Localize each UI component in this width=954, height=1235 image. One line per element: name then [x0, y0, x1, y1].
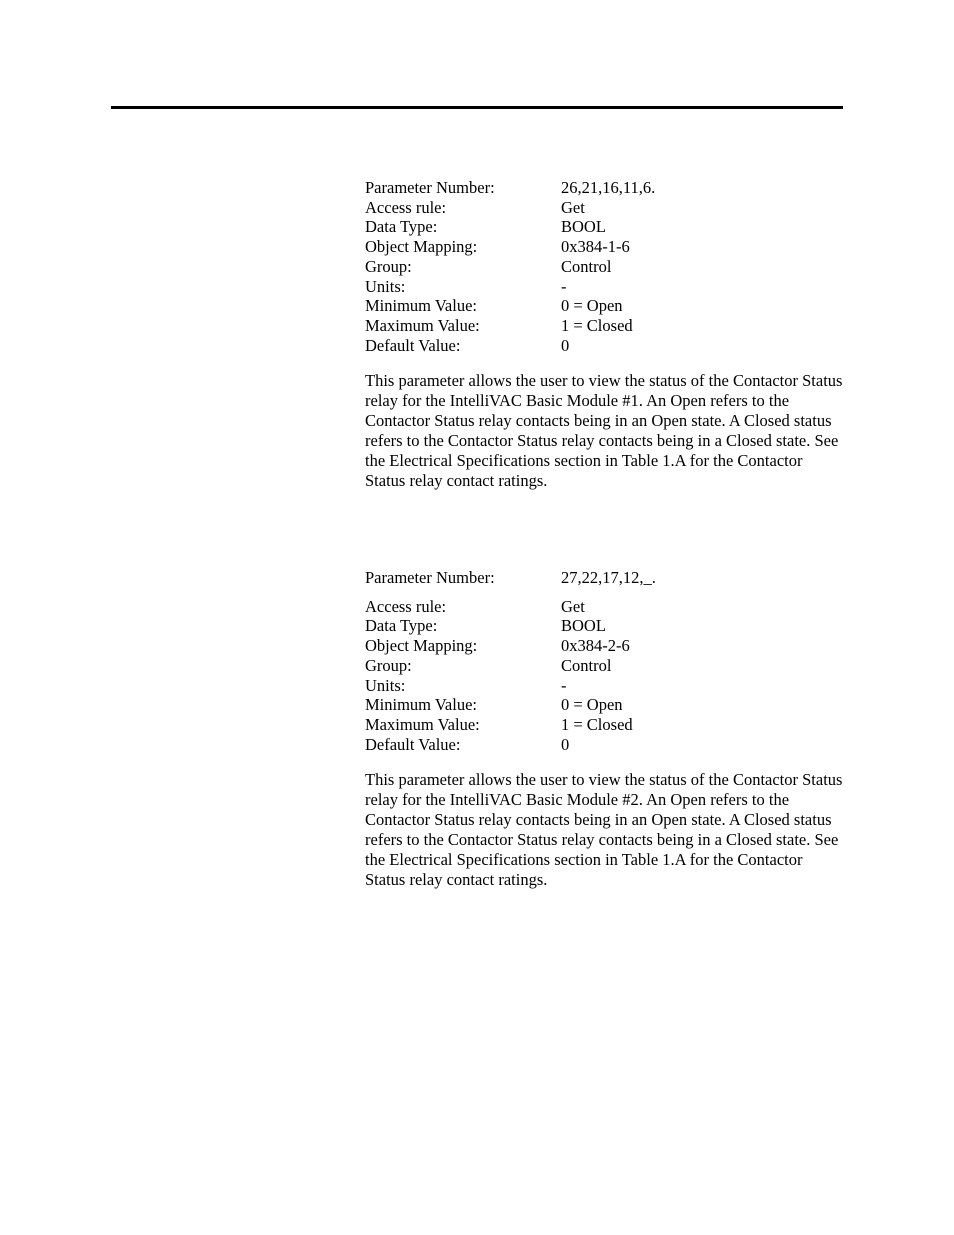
parameter-value: 0 = Open [561, 695, 623, 715]
parameter-value: BOOL [561, 217, 606, 237]
parameter-value: 0x384-2-6 [561, 636, 630, 656]
parameter-row [365, 237, 845, 257]
parameter-row [365, 715, 845, 735]
parameter-label: Object Mapping: [365, 237, 478, 257]
parameter-value: - [561, 276, 567, 296]
parameter-value: 1 = Closed [561, 315, 633, 335]
parameter-label: Default Value: [365, 734, 461, 754]
parameter-row [365, 597, 845, 617]
parameter-value: Control [561, 256, 612, 276]
parameter-label: Parameter Number: [365, 568, 495, 587]
parameter-table [365, 568, 845, 754]
parameter-row [365, 568, 845, 588]
parameter-value: 27,22,17,12,_. [561, 568, 656, 587]
parameter-label: Group: [365, 655, 412, 675]
parameter-value: 0 [561, 335, 570, 355]
parameter-label: Parameter Number: [365, 178, 495, 197]
header-rule [111, 106, 843, 109]
parameter-label: Maximum Value: [365, 315, 480, 335]
parameter-row [365, 695, 845, 715]
parameter-label: Data Type: [365, 616, 438, 636]
parameter-label: Units: [365, 675, 406, 695]
parameter-row [365, 198, 845, 218]
parameter-row [365, 336, 845, 356]
parameter-label: Access rule: [365, 197, 447, 217]
parameter-table [365, 178, 845, 355]
parameter-label: Group: [365, 256, 412, 276]
parameter-row [365, 676, 845, 696]
parameter-description: This parameter allows the user to view the status of the Contactor Status relay for the IntelliVAC Basic Module #1. An Open refers to the Contactor Status relay contacts being in an Open state. A Closed status refers to the Contactor Status relay contacts being in a Closed state. See the Electrical Specifications section in Table 1.A for the Contactor Status relay contact ratings. [365, 371, 843, 490]
parameter-row [365, 277, 845, 297]
parameter-value: Control [561, 655, 612, 675]
parameter-label: Default Value: [365, 335, 461, 355]
parameter-value: Get [561, 197, 585, 217]
parameter-value: 1 = Closed [561, 714, 633, 734]
parameter-row [365, 616, 845, 636]
parameter-label: Access rule: [365, 596, 447, 616]
parameter-description: This parameter allows the user to view the status of the Contactor Status relay for the IntelliVAC Basic Module #2. An Open refers to the Contactor Status relay contacts being in an Open state. A Closed status refers to the Contactor Status relay contacts being in a Closed state. See the Electrical Specifications section in Table 1.A for the Contactor Status relay contact ratings. [365, 770, 843, 889]
parameter-label: Minimum Value: [365, 296, 477, 316]
parameter-label: Maximum Value: [365, 714, 480, 734]
parameter-row [365, 178, 845, 198]
parameter-label: Units: [365, 276, 406, 296]
parameter-value: Get [561, 596, 585, 616]
parameter-row [365, 636, 845, 656]
parameter-row [365, 316, 845, 336]
parameter-value: 0 = Open [561, 296, 623, 316]
parameter-block-2 [365, 568, 845, 890]
parameter-value: - [561, 675, 567, 695]
parameter-value: 26,21,16,11,6. [561, 178, 656, 197]
parameter-block-1 [365, 178, 845, 491]
parameter-value: 0x384-1-6 [561, 237, 630, 257]
parameter-label: Object Mapping: [365, 636, 478, 656]
parameter-value: 0 [561, 734, 570, 754]
parameter-row [365, 217, 845, 237]
parameter-label: Minimum Value: [365, 695, 477, 715]
parameter-row [365, 656, 845, 676]
parameter-label: Data Type: [365, 217, 438, 237]
parameter-row [365, 257, 845, 277]
parameter-row [365, 735, 845, 755]
parameter-value: BOOL [561, 616, 606, 636]
parameter-row [365, 296, 845, 316]
